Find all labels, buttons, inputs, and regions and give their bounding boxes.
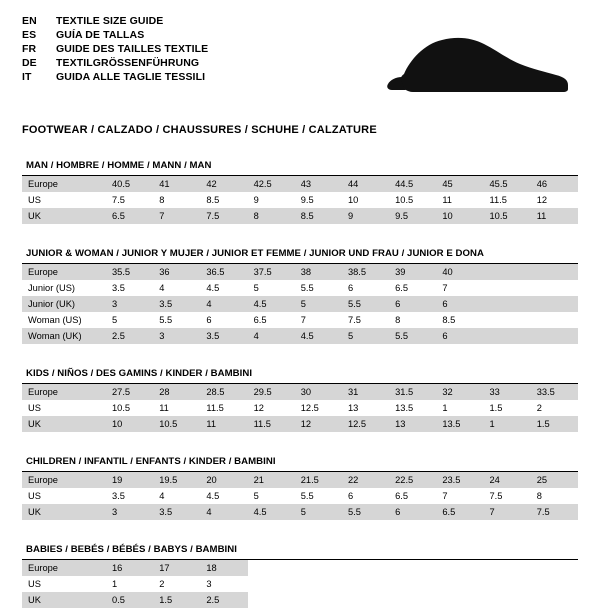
table-row (22, 312, 578, 328)
size-cell: 5 (295, 296, 342, 312)
row-label: Europe (22, 472, 106, 488)
row-label: UK (22, 592, 106, 608)
table-row (22, 416, 578, 432)
size-cell-empty (531, 296, 578, 312)
size-cell: 2.5 (200, 592, 247, 608)
size-cell: 9.5 (295, 192, 342, 208)
size-cell: 9.5 (389, 208, 436, 224)
size-cell: 6 (436, 296, 483, 312)
size-cell: 10.5 (484, 208, 531, 224)
table-row (22, 504, 578, 520)
size-cell: 1.5 (531, 416, 578, 432)
size-cell: 36.5 (200, 264, 247, 280)
size-cell-empty (436, 592, 483, 608)
size-cell: 7 (153, 208, 200, 224)
size-cell-empty (531, 312, 578, 328)
row-label: Europe (22, 384, 106, 400)
size-cell: 5 (248, 488, 295, 504)
size-table-body (22, 560, 578, 608)
size-cell: 5.5 (342, 296, 389, 312)
size-cell-empty (531, 576, 578, 592)
size-cell: 9 (248, 192, 295, 208)
size-cell: 22 (342, 472, 389, 488)
size-cell: 3.5 (106, 280, 153, 296)
size-cell: 16 (106, 560, 153, 576)
language-title: TEXTILE SIZE GUIDE (56, 15, 164, 27)
size-cell: 4 (248, 328, 295, 344)
size-group-junior-woman (22, 248, 578, 344)
size-group-children (22, 456, 578, 520)
size-cell: 27.5 (106, 384, 153, 400)
row-label: Junior (US) (22, 280, 106, 296)
size-cell-empty (484, 560, 531, 576)
size-cell: 19.5 (153, 472, 200, 488)
size-cell: 30 (295, 384, 342, 400)
size-cell-empty (295, 560, 342, 576)
language-title: TEXTILGRÖSSENFÜHRUNG (56, 57, 200, 69)
size-cell: 25 (531, 472, 578, 488)
size-cell: 38 (295, 264, 342, 280)
size-cell: 8 (389, 312, 436, 328)
size-cell: 9 (342, 208, 389, 224)
size-cell: 1 (484, 416, 531, 432)
size-cell: 0.5 (106, 592, 153, 608)
size-cell: 1 (436, 400, 483, 416)
size-cell: 11.5 (200, 400, 247, 416)
row-label: US (22, 400, 106, 416)
size-cell: 6 (436, 328, 483, 344)
size-cell-empty (484, 280, 531, 296)
row-label: US (22, 488, 106, 504)
size-cell: 3 (106, 296, 153, 312)
size-cell: 24 (484, 472, 531, 488)
size-cell-empty (531, 592, 578, 608)
row-label: UK (22, 416, 106, 432)
size-cell: 8 (153, 192, 200, 208)
size-cell: 6.5 (389, 280, 436, 296)
size-cell: 10 (436, 208, 483, 224)
dress-shoe-icon (380, 30, 570, 108)
size-cell: 10 (106, 416, 153, 432)
size-cell: 6 (389, 504, 436, 520)
size-cell: 5.5 (153, 312, 200, 328)
size-cell: 11.5 (484, 192, 531, 208)
size-cell: 21.5 (295, 472, 342, 488)
size-cell: 21 (248, 472, 295, 488)
size-cell: 4.5 (295, 328, 342, 344)
size-table-children (22, 472, 578, 520)
size-cell: 5 (295, 504, 342, 520)
table-row (22, 576, 578, 592)
row-label: US (22, 192, 106, 208)
size-cell-empty (248, 560, 295, 576)
size-group-kids (22, 368, 578, 432)
size-cell: 41 (153, 176, 200, 192)
size-cell: 6.5 (248, 312, 295, 328)
size-cell: 2.5 (106, 328, 153, 344)
size-cell: 5.5 (342, 504, 389, 520)
language-row (22, 72, 208, 86)
size-cell: 1 (106, 576, 153, 592)
size-cell-empty (295, 576, 342, 592)
page-header (22, 16, 578, 116)
size-cell-empty (484, 592, 531, 608)
table-row (22, 592, 578, 608)
size-cell-empty (531, 280, 578, 296)
size-cell: 8 (531, 488, 578, 504)
size-cell: 12.5 (342, 416, 389, 432)
size-table-body (22, 176, 578, 224)
size-cell: 6 (200, 312, 247, 328)
size-table-man (22, 176, 578, 224)
footwear-section-title: FOOTWEAR / CALZADO / CHAUSSURES / SCHUHE / CALZATURE (22, 124, 377, 136)
size-cell: 12 (531, 192, 578, 208)
size-cell: 10.5 (106, 400, 153, 416)
size-cell: 44.5 (389, 176, 436, 192)
size-cell: 3.5 (153, 504, 200, 520)
table-row (22, 296, 578, 312)
table-row (22, 208, 578, 224)
size-cell: 33.5 (531, 384, 578, 400)
language-code: FR (22, 43, 37, 55)
size-cell: 7.5 (200, 208, 247, 224)
size-cell: 8.5 (295, 208, 342, 224)
size-cell: 31.5 (389, 384, 436, 400)
size-table-body (22, 472, 578, 520)
table-row (22, 176, 578, 192)
size-table-body (22, 384, 578, 432)
size-cell: 7 (484, 504, 531, 520)
size-cell: 4 (200, 296, 247, 312)
size-cell: 2 (153, 576, 200, 592)
size-cell: 3.5 (153, 296, 200, 312)
table-row (22, 472, 578, 488)
size-cell: 7.5 (106, 192, 153, 208)
size-cell-empty (389, 592, 436, 608)
group-title: MAN / HOMBRE / HOMME / MANN / MAN (26, 160, 212, 171)
size-cell: 19 (106, 472, 153, 488)
size-cell: 3 (106, 504, 153, 520)
size-table-babies (22, 560, 578, 608)
size-cell: 45.5 (484, 176, 531, 192)
size-cell-empty (484, 264, 531, 280)
table-row (22, 328, 578, 344)
size-cell: 3.5 (106, 488, 153, 504)
row-label: Woman (UK) (22, 328, 106, 344)
size-table-body (22, 264, 578, 344)
size-cell: 8.5 (200, 192, 247, 208)
size-cell: 4 (200, 504, 247, 520)
size-cell-empty (531, 328, 578, 344)
size-cell-empty (484, 296, 531, 312)
size-cell: 4 (153, 488, 200, 504)
size-cell: 23.5 (436, 472, 483, 488)
language-code: DE (22, 57, 37, 69)
size-cell-empty (248, 576, 295, 592)
size-cell-empty (484, 312, 531, 328)
size-cell: 4 (153, 280, 200, 296)
size-cell: 6.5 (389, 488, 436, 504)
row-label: US (22, 576, 106, 592)
size-cell-empty (484, 576, 531, 592)
size-cell: 32 (436, 384, 483, 400)
row-label: Junior (UK) (22, 296, 106, 312)
size-cell: 44 (342, 176, 389, 192)
size-cell: 12 (248, 400, 295, 416)
size-cell: 4.5 (200, 488, 247, 504)
row-label: Europe (22, 176, 106, 192)
size-cell: 7.5 (484, 488, 531, 504)
size-cell: 37.5 (248, 264, 295, 280)
size-cell-empty (342, 576, 389, 592)
size-cell: 2 (531, 400, 578, 416)
size-cell: 4.5 (248, 504, 295, 520)
table-row (22, 384, 578, 400)
size-cell: 8 (248, 208, 295, 224)
group-title: JUNIOR & WOMAN / JUNIOR Y MUJER / JUNIOR ET FEMME / JUNIOR UND FRAU / JUNIOR E DONA (26, 248, 484, 259)
size-group-man (22, 160, 578, 224)
language-row (22, 16, 208, 30)
size-cell-empty (389, 576, 436, 592)
table-row (22, 280, 578, 296)
size-cell: 12 (295, 416, 342, 432)
size-cell: 42.5 (248, 176, 295, 192)
size-cell: 29.5 (248, 384, 295, 400)
language-code: IT (22, 71, 32, 83)
size-cell-empty (248, 592, 295, 608)
size-cell-empty (342, 592, 389, 608)
size-cell: 11 (153, 400, 200, 416)
size-cell-empty (436, 576, 483, 592)
size-cell: 4.5 (248, 296, 295, 312)
table-row (22, 400, 578, 416)
size-cell: 7.5 (531, 504, 578, 520)
size-cell-empty (531, 264, 578, 280)
size-cell: 3 (200, 576, 247, 592)
size-cell: 11.5 (248, 416, 295, 432)
language-code: EN (22, 15, 37, 27)
size-cell: 13.5 (389, 400, 436, 416)
row-label: Europe (22, 264, 106, 280)
size-cell-empty (531, 560, 578, 576)
size-cell: 6 (342, 280, 389, 296)
size-cell: 8.5 (436, 312, 483, 328)
size-group-babies (22, 544, 578, 608)
size-cell-empty (342, 560, 389, 576)
table-row (22, 488, 578, 504)
size-cell: 46 (531, 176, 578, 192)
size-cell-empty (389, 560, 436, 576)
size-cell: 7 (436, 488, 483, 504)
language-title-list-body (22, 16, 208, 86)
size-cell: 13 (342, 400, 389, 416)
size-cell: 35.5 (106, 264, 153, 280)
size-cell: 10 (342, 192, 389, 208)
size-cell: 45 (436, 176, 483, 192)
language-title: GUIDA ALLE TAGLIE TESSILI (56, 71, 206, 83)
size-cell: 7.5 (342, 312, 389, 328)
size-cell-empty (295, 592, 342, 608)
size-cell: 40 (436, 264, 483, 280)
size-cell: 7 (436, 280, 483, 296)
language-row (22, 58, 208, 72)
size-cell: 28.5 (200, 384, 247, 400)
size-cell: 5 (106, 312, 153, 328)
size-cell: 6 (342, 488, 389, 504)
row-label: UK (22, 504, 106, 520)
size-cell: 28 (153, 384, 200, 400)
size-cell: 13.5 (436, 416, 483, 432)
size-cell-empty (484, 328, 531, 344)
size-cell: 10.5 (389, 192, 436, 208)
size-table-kids (22, 384, 578, 432)
table-row (22, 192, 578, 208)
size-cell: 11 (436, 192, 483, 208)
size-table-junior-woman (22, 264, 578, 344)
size-cell: 7 (295, 312, 342, 328)
size-cell: 22.5 (389, 472, 436, 488)
size-cell: 18 (200, 560, 247, 576)
size-cell: 40.5 (106, 176, 153, 192)
table-row (22, 560, 578, 576)
size-cell: 6.5 (436, 504, 483, 520)
language-title: GUIDE DES TAILLES TEXTILE (56, 43, 209, 55)
group-title: CHILDREN / INFANTIL / ENFANTS / KINDER / BAMBINI (26, 456, 276, 467)
row-label: Europe (22, 560, 106, 576)
size-cell: 1.5 (484, 400, 531, 416)
size-cell: 11 (531, 208, 578, 224)
size-cell: 6 (389, 296, 436, 312)
size-cell: 11 (200, 416, 247, 432)
size-cell: 33 (484, 384, 531, 400)
size-cell: 5.5 (295, 280, 342, 296)
size-cell: 42 (200, 176, 247, 192)
size-cell: 39 (389, 264, 436, 280)
language-row (22, 30, 208, 44)
size-cell: 31 (342, 384, 389, 400)
size-cell: 3.5 (200, 328, 247, 344)
size-cell: 38.5 (342, 264, 389, 280)
size-cell: 43 (295, 176, 342, 192)
size-cell: 5.5 (389, 328, 436, 344)
size-cell-empty (436, 560, 483, 576)
language-title-list (22, 16, 208, 86)
size-cell: 17 (153, 560, 200, 576)
size-cell: 4.5 (200, 280, 247, 296)
language-code: ES (22, 29, 37, 41)
size-cell: 5.5 (295, 488, 342, 504)
size-cell: 5 (342, 328, 389, 344)
language-title: GUÍA DE TALLAS (56, 29, 145, 41)
size-cell: 3 (153, 328, 200, 344)
group-title: KIDS / NIÑOS / DES GAMINS / KINDER / BAMBINI (26, 368, 253, 379)
size-cell: 13 (389, 416, 436, 432)
size-cell: 20 (200, 472, 247, 488)
table-row (22, 264, 578, 280)
size-cell: 10.5 (153, 416, 200, 432)
size-cell: 5 (248, 280, 295, 296)
size-cell: 36 (153, 264, 200, 280)
row-label: Woman (US) (22, 312, 106, 328)
size-cell: 6.5 (106, 208, 153, 224)
language-row (22, 44, 208, 58)
size-cell: 12.5 (295, 400, 342, 416)
row-label: UK (22, 208, 106, 224)
size-cell: 1.5 (153, 592, 200, 608)
group-title: BABIES / BEBÉS / BÉBÉS / BABYS / BAMBINI (26, 544, 237, 555)
